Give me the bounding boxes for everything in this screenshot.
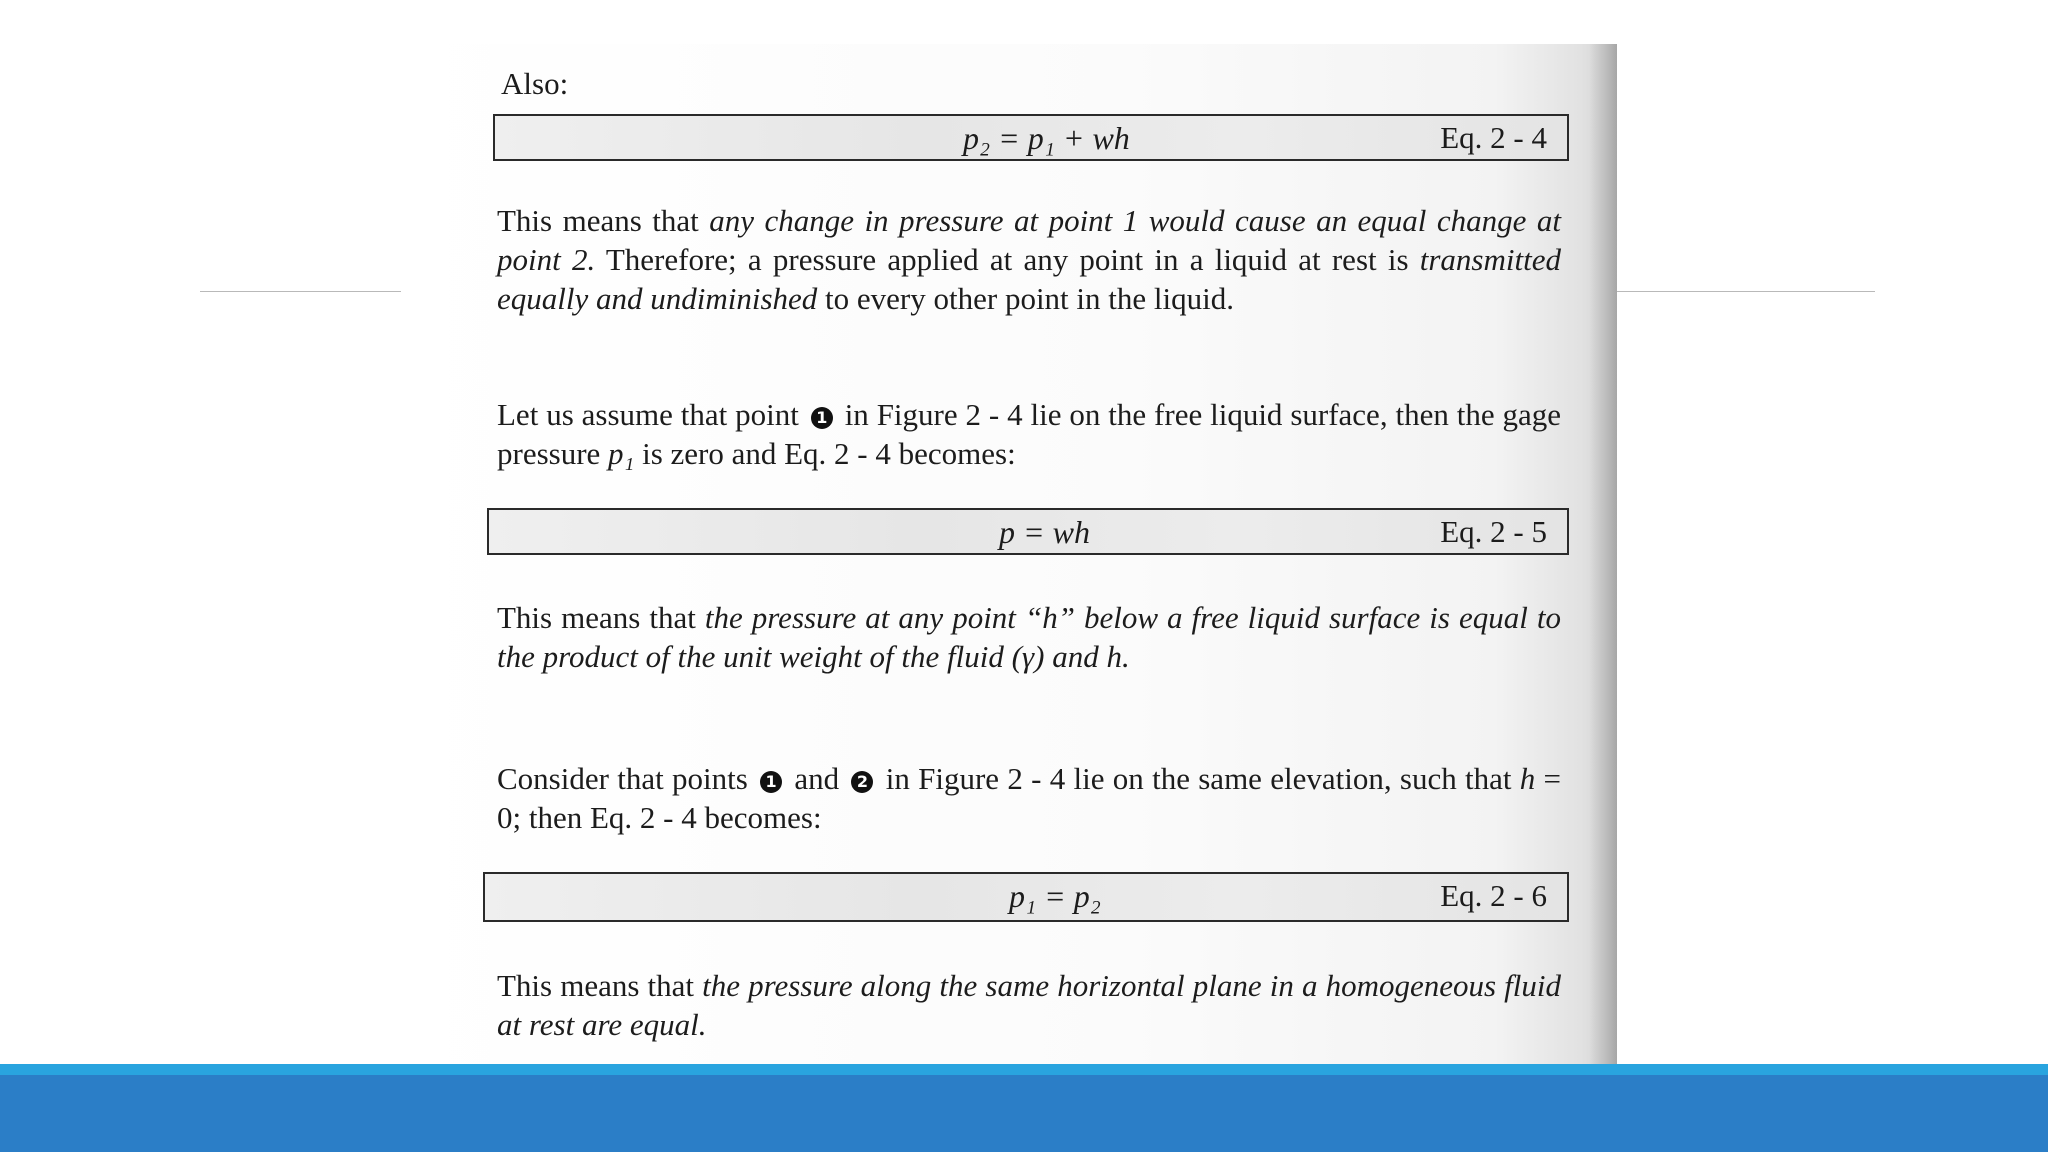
equation-label: Eq. 2 - 4: [1440, 120, 1547, 155]
italic-run: transmitted equally and undiminished: [497, 242, 1561, 316]
text-run: in Figure 2 - 4 lie on the same elevation, such that: [885, 761, 1520, 796]
paragraph-pascal-principle: [497, 201, 1561, 318]
text-run: is zero and Eq. 2 - 4 becomes:: [634, 436, 1016, 471]
equation-label: Eq. 2 - 5: [1440, 514, 1547, 549]
italic-run: the pressure at any point “h” below a free liquid surface is equal to the product of the unit weight of the fluid (γ) and h.: [497, 600, 1561, 674]
text-run: Therefore; a pressure applied at any point in a liquid at rest is: [595, 242, 1420, 277]
text-run: to every other point in the liquid.: [817, 281, 1234, 316]
paragraph-pressure-definition: [497, 598, 1561, 676]
italic-run: any change in pressure at point 1 would cause an equal change at point 2.: [497, 203, 1561, 277]
text-run: in Figure 2 - 4 lie on the free liquid surface, then the gage pressure: [497, 397, 1561, 471]
italic-run: the pressure along the same horizontal plane in a homogeneous fluid at rest are equal.: [497, 968, 1561, 1042]
equation-label: Eq. 2 - 6: [1440, 878, 1547, 913]
also-label: Also:: [501, 66, 569, 101]
equation-box-2-4: [493, 114, 1569, 161]
equation-box-2-6: [483, 872, 1569, 922]
text-run: Consider that points: [497, 761, 748, 796]
equation-box-2-5: [487, 508, 1569, 555]
text-run: = 0; then Eq. 2 - 4 becomes:: [497, 761, 1562, 835]
equation-formula: p₁ = p₂: [1009, 878, 1101, 914]
paragraph-horizontal-plane: [497, 966, 1561, 1044]
paragraph-free-surface: [497, 395, 1561, 473]
equation-formula: p = wh: [999, 514, 1090, 550]
point-1-marker: 1: [811, 407, 833, 429]
slide-divider-right: [1617, 291, 1875, 292]
text-run: This means that: [497, 600, 705, 635]
page-binding-shadow: [1589, 44, 1617, 1107]
variable-p1: p₁: [608, 436, 635, 471]
variable-h: h: [1519, 761, 1536, 796]
scanned-page: [401, 44, 1617, 1107]
paragraph-same-elevation: [497, 759, 1561, 837]
equation-formula: p₂ = p₁ + wh: [963, 120, 1130, 156]
footer-band-dark: [0, 1075, 2048, 1152]
point-1-marker: 1: [760, 771, 782, 793]
text-run: This means that: [497, 968, 703, 1003]
point-2-marker: 2: [851, 771, 873, 793]
text-run: and: [794, 761, 840, 796]
slide-divider-left: [200, 291, 402, 292]
text-run: This means that: [497, 203, 710, 238]
text-run: Let us assume that point: [497, 397, 799, 432]
footer-band-light: [0, 1064, 2048, 1075]
